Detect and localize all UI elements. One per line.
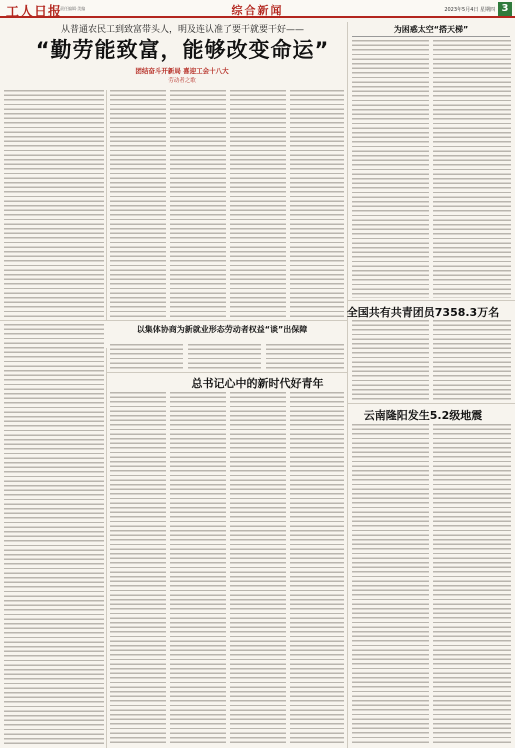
section-divider xyxy=(348,300,515,301)
article-text-block xyxy=(110,90,166,318)
article-text-block xyxy=(290,392,344,744)
article-text-block xyxy=(188,344,261,370)
section-divider xyxy=(348,403,515,404)
article-text-block xyxy=(266,344,344,370)
banner-subtitle: 劳动者之歌 xyxy=(168,78,196,84)
article-text-block xyxy=(290,90,344,318)
section-divider xyxy=(106,372,347,373)
bottom-story-title: 总书记心中的新时代好青年 xyxy=(191,377,324,390)
editor-line: 责任编辑·美编 xyxy=(60,6,86,11)
masthead xyxy=(0,0,515,18)
section-divider xyxy=(0,320,347,321)
article-text-block xyxy=(352,40,429,298)
page-number-badge: 3 xyxy=(498,2,512,16)
article-text-block xyxy=(230,90,286,318)
lead-kicker: 从普通农民工到致富带头人，明及连认准了要干就要干好—— xyxy=(60,25,304,35)
article-text-block xyxy=(110,344,183,370)
side-story-title: 为困惑太空“搭天梯” xyxy=(393,25,469,34)
right-story-1-title: 全国共有共青团员7358.3万名 xyxy=(346,306,500,319)
article-text-block xyxy=(433,424,511,744)
article-text-block xyxy=(4,90,104,318)
newspaper-logo: 工人日报 xyxy=(6,5,63,20)
column-divider xyxy=(106,348,107,748)
column-divider xyxy=(106,90,107,320)
issue-date: 2023年5月4日 星期四 xyxy=(444,7,495,13)
article-text-block xyxy=(4,324,104,744)
column-banner xyxy=(118,66,246,86)
article-text-block xyxy=(433,320,511,400)
lead-headline: “勤劳能致富，能够改变命运” xyxy=(35,38,330,62)
article-text-block xyxy=(170,90,226,318)
article-text-block xyxy=(170,392,226,744)
right-story-2-title: 云南隆阳发生5.2级地震 xyxy=(363,409,483,422)
article-text-block xyxy=(433,40,511,298)
section-title: 综合新闻 xyxy=(231,4,284,17)
middle-story-title: 以集体协商为新就业形态劳动者权益“谈”出保障 xyxy=(136,325,308,334)
article-text-block xyxy=(352,424,429,744)
banner-title: 团结奋斗开新局 喜迎工会十八大 xyxy=(135,67,229,75)
article-text-block xyxy=(230,392,286,744)
article-text-block xyxy=(110,392,166,744)
divider xyxy=(352,36,510,37)
